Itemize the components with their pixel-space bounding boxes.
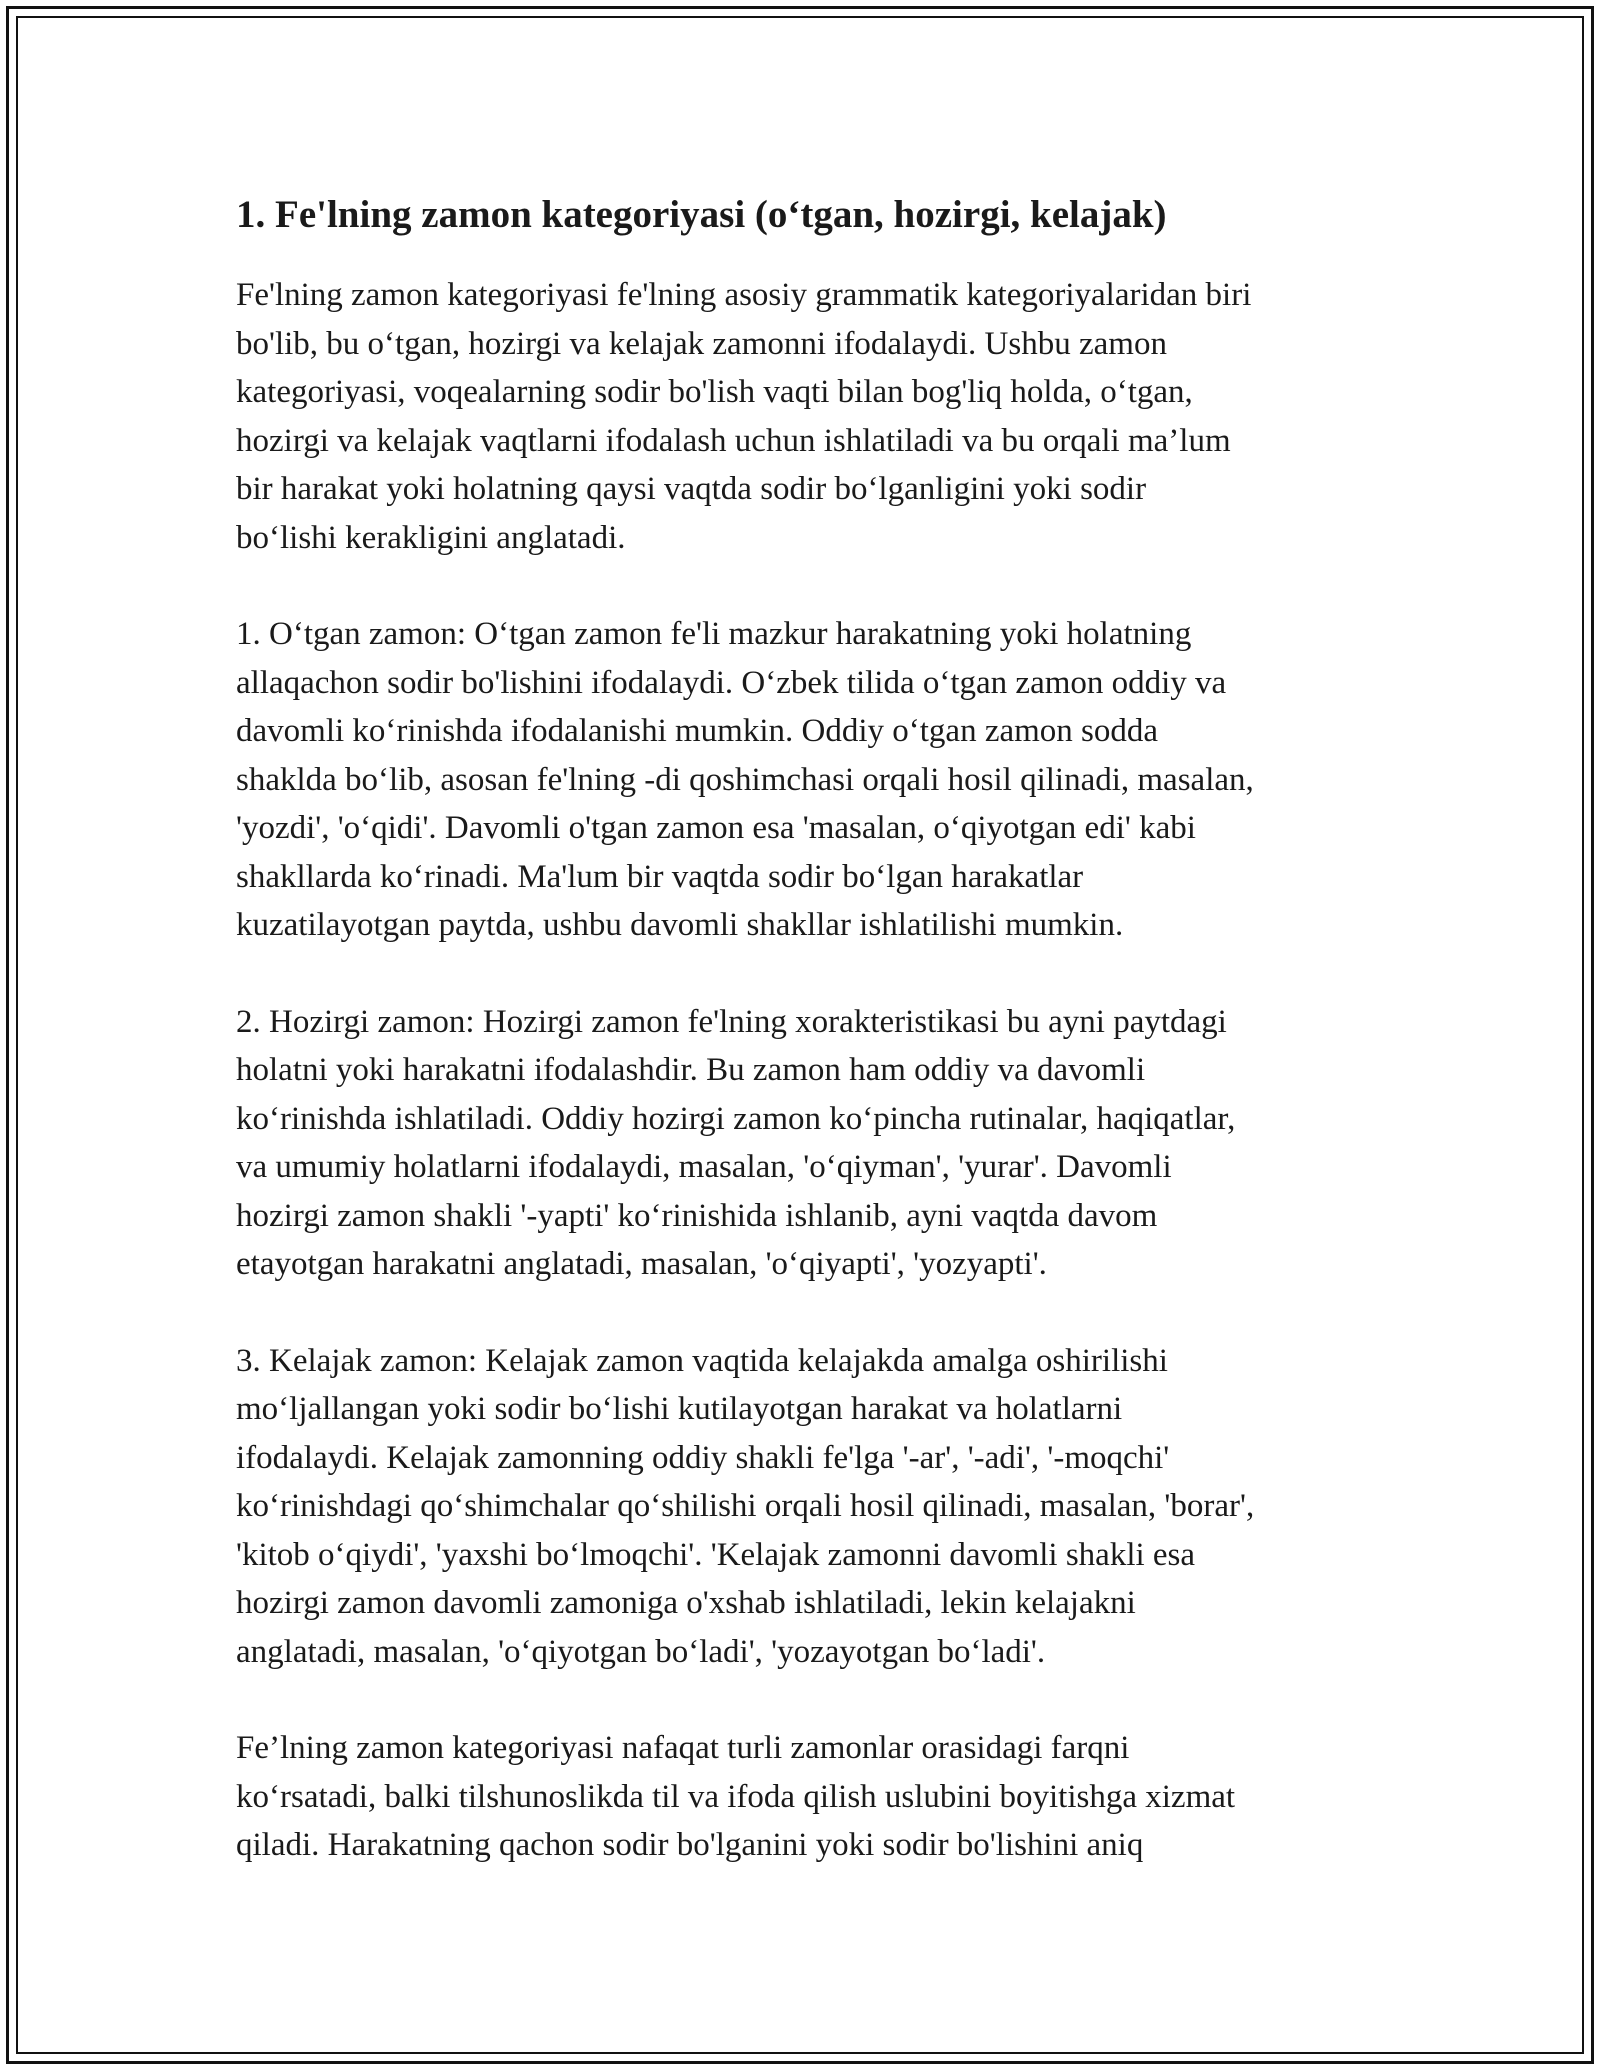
text-line: ko‘rinishda ishlatiladi. Oddiy hozirgi zamon ko‘pincha rutinalar, haqiqatlar, (236, 1100, 1236, 1137)
text-line: 1. O‘tgan zamon: O‘tgan zamon fe'li mazkur harakatning yoki holatning (236, 616, 1192, 652)
text-line: ko‘rsatadi, balki tilshunoslikda til va ifoda qilish uslubini boyitishga xizmat (236, 1778, 1236, 1815)
text-line: qiladi. Harakatning qachon sodir bo'lganini yoki sodir bo'lishini aniq (236, 1827, 1144, 1863)
section-heading: 1. Fe'lning zamon kategoriyasi (o‘tgan, hozirgi, kelajak) (236, 193, 1167, 236)
text-line: bo'lib, bu o‘tgan, hozirgi va kelajak zamonni ifodalaydi. Ushbu zamon (236, 325, 1167, 362)
text-line: bir harakat yoki holatning qaysi vaqtda sodir bo‘lganligini yoki sodir (236, 471, 1147, 507)
paragraph-intro (236, 271, 1376, 562)
text-line: 'kitob o‘qiydi', 'yaxshi bo‘lmoqchi'. 'Kelajak zamonni davomli shakli esa (236, 1536, 1196, 1573)
text-line: Fe’lning zamon kategoriyasi nafaqat turli zamonlar orasidagi farqni (236, 1730, 1130, 1766)
text-line: etayotgan harakatni anglatadi, masalan, 'o‘qiyapti', 'yozyapti'. (236, 1246, 1047, 1282)
text-line: Fe'lning zamon kategoriyasi fe'lning asosiy grammatik kategoriyalaridan biri (236, 277, 1252, 313)
text-line: anglatadi, masalan, 'o‘qiyotgan bo‘ladi', 'yozayotgan bo‘ladi'. (236, 1633, 1046, 1670)
paragraph-present-tense (236, 998, 1376, 1289)
text-line: hozirgi zamon shakli '-yapti' ko‘rinishida ishlanib, ayni vaqtda davom (236, 1197, 1158, 1234)
document-body (236, 183, 1376, 1870)
text-line: holatni yoki harakatni ifodalashdir. Bu zamon ham oddiy va davomli (236, 1052, 1146, 1088)
text-line: kuzatilayotgan paytda, ushbu davomli shakllar ishlatilishi mumkin. (236, 907, 1124, 943)
text-line: kategoriyasi, voqealarning sodir bo'lish vaqti bilan bog'liq holda, o‘tgan, (236, 374, 1193, 410)
text-line: shaklda bo‘lib, asosan fe'lning -di qoshimchasi orqali hosil qilinadi, masalan, (236, 761, 1254, 798)
text-line: hozirgi zamon davomli zamoniga o'xshab ishlatiladi, lekin kelajakni (236, 1585, 1136, 1621)
text-line: davomli ko‘rinishda ifodalanishi mumkin. Oddiy o‘tgan zamon sodda (236, 713, 1159, 749)
text-line: 'yozdi', 'o‘qidi'. Davomli o'tgan zamon esa 'masalan, o‘qiyotgan edi' kabi (236, 810, 1196, 846)
text-line: va umumiy holatlarni ifodalaydi, masalan, 'o‘qiyman', 'yurar'. Davomli (236, 1149, 1172, 1185)
text-line: allaqachon sodir bo'lishini ifodalaydi. O‘zbek tilida o‘tgan zamon oddiy va (236, 664, 1227, 701)
text-line: 2. Hozirgi zamon: Hozirgi zamon fe'lning xorakteristikasi bu ayni paytdagi (236, 1003, 1227, 1040)
text-line: bo‘lishi kerakligini anglatadi. (236, 519, 626, 556)
text-line: ifodalaydi. Kelajak zamonning oddiy shakli fe'lga '-ar', '-adi', '-moqchi' (236, 1439, 1170, 1476)
text-line: hozirgi va kelajak vaqtlarni ifodalash uchun ishlatiladi va bu orqali ma’lum (236, 422, 1231, 459)
text-line: ko‘rinishdagi qo‘shimchalar qo‘shilishi orqali hosil qilinadi, masalan, 'borar', (236, 1488, 1255, 1524)
paragraph-future-tense (236, 1337, 1376, 1677)
paragraph-past-tense (236, 610, 1376, 950)
text-line: shakllarda ko‘rinadi. Ma'lum bir vaqtda sodir bo‘lgan harakatlar (236, 858, 1084, 895)
paragraph-conclusion (236, 1724, 1376, 1870)
text-line: 3. Kelajak zamon: Kelajak zamon vaqtida kelajakda amalga oshirilishi (236, 1342, 1168, 1379)
text-line: mo‘ljallangan yoki sodir bo‘lishi kutilayotgan harakat va holatlarni (236, 1391, 1123, 1427)
